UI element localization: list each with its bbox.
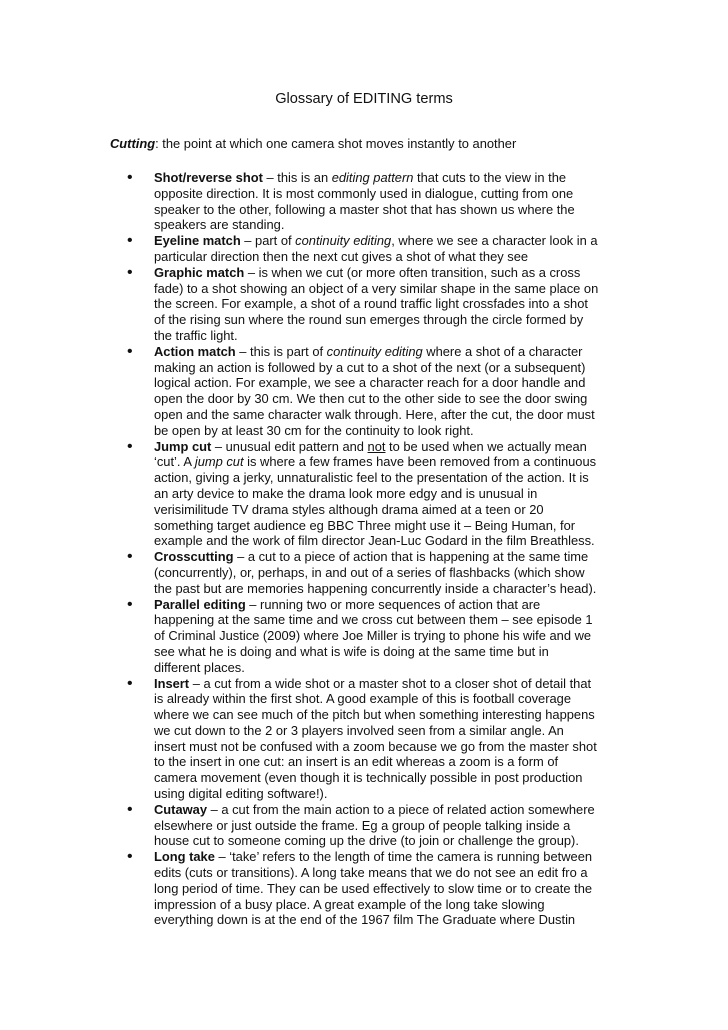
entry-text: see what he is doing and what is wife is doing at the same time but in <box>154 643 549 659</box>
entry-text: of Criminal Justice (2009) where Joe Miller is trying to phone his wife and we <box>154 628 592 644</box>
entry-line <box>154 439 628 455</box>
entry-line <box>154 249 628 265</box>
glossary-term: Shot/reverse shot <box>154 170 263 185</box>
entry-line <box>154 344 628 360</box>
glossary-entry <box>127 437 628 550</box>
entry-text: camera movement (even though it is technically possible in post production <box>154 770 583 786</box>
entry-text: , where we see a character look in a <box>391 233 598 249</box>
entry-text: jump cut <box>194 454 244 470</box>
entry-line <box>154 754 628 770</box>
entry-text: the traffic light. <box>154 327 238 343</box>
entry-line <box>154 565 628 581</box>
entry-text: logical action. For example, we see a character reach for a door handle and <box>154 375 586 391</box>
entry-text: action, giving a jerky, unnaturalistic feel to the presentation of the action. It is <box>154 470 589 486</box>
entry-text: – a cut from the main action to a piece of related action somewhere <box>207 801 595 817</box>
entry-line <box>154 518 628 534</box>
entry-text: where a shot of a character <box>422 343 583 359</box>
entry-text: using digital editing software!). <box>154 786 328 802</box>
entry-line <box>154 391 628 407</box>
entry-line <box>154 786 628 802</box>
entry-line <box>154 912 628 928</box>
glossary-term: Insert <box>154 675 190 691</box>
glossary-term: Parallel editing <box>154 596 246 612</box>
glossary-entry <box>127 342 628 439</box>
intro-term: Cutting <box>110 136 156 151</box>
entry-line <box>154 407 628 423</box>
glossary-term: Eyeline match <box>154 233 241 249</box>
entry-line <box>154 612 628 628</box>
entry-line <box>154 328 628 344</box>
entry-line <box>154 281 628 297</box>
entry-text: particular direction then the next cut gives a shot of what they see <box>154 248 529 264</box>
entry-text: something target audience eg BBC Three might use it – Being Human, for <box>154 517 576 533</box>
glossary-term: Crosscutting <box>154 549 234 565</box>
intro-definition-text: : the point at which one camera shot moves instantly to another <box>155 136 517 151</box>
entry-text: making an action is followed by a cut to a shot of the next (or a subsequent) <box>154 359 586 375</box>
entry-text: example and the work of film director Jean-Luc Godard in the film Breathless. <box>154 533 595 549</box>
entry-text: ‘cut’. A <box>154 454 195 470</box>
entry-text: long period of time. They can be used effectively to slow time or to create the <box>154 880 593 896</box>
entry-text: edits (cuts or transitions). A long take means that we do not see an edit fro a <box>154 865 588 881</box>
entry-line <box>154 770 628 786</box>
glossary-term: Cutaway <box>154 801 208 817</box>
glossary-entry <box>127 848 628 928</box>
entry-text: – unusual edit pattern and <box>211 438 368 454</box>
entry-text: – a cut from a wide shot or a master shot to a closer shot of detail that <box>189 675 592 691</box>
bullet-icon: • <box>127 848 133 866</box>
entry-line <box>154 628 628 644</box>
entry-text: editing pattern <box>331 170 414 185</box>
entry-text: open and the same character walk through. Here, after the cut, the door must <box>154 406 595 422</box>
entry-text: different places. <box>154 659 245 675</box>
entry-line <box>154 296 628 312</box>
entry-line <box>154 660 628 676</box>
entry-text: is already within the first shot. A good example of this is football coverage <box>154 691 572 707</box>
entry-text: – this is part of <box>235 343 327 359</box>
entry-text: – is when we cut (or more often transition, such as a cross <box>244 264 581 280</box>
entry-text: verisimilitude TV drama styles although drama aimed at a teen or 20 <box>154 501 544 517</box>
entry-text: to be used when we actually mean <box>385 438 587 454</box>
entry-line <box>154 676 628 692</box>
entry-text: of the rising sun where the round sun emerges through the circle formed by <box>154 312 584 328</box>
entry-text: impression of a busy place. A great example of the long take slowing <box>154 896 545 912</box>
entry-text: open the door by 30 cm. We then cut to the other side to see the door swing <box>154 391 588 407</box>
entry-text: the screen. For example, a shot of a round traffic light crossfades into a shot <box>154 296 588 312</box>
entry-line <box>154 265 628 281</box>
entry-line <box>154 881 628 897</box>
bullet-icon: • <box>127 800 133 818</box>
entry-text: fade) to a shot showing an object of a very similar shape in the same place on <box>154 280 599 296</box>
entry-line <box>154 533 628 549</box>
entry-line <box>154 597 628 613</box>
entry-text: happening at the same time and we cross cut between them – see episode 1 <box>154 612 593 628</box>
glossary-list <box>127 169 628 928</box>
entry-line <box>154 549 628 565</box>
entry-line <box>154 644 628 660</box>
entry-text: is where a few frames have been removed from a continuous <box>243 454 597 470</box>
glossary-entry <box>127 263 628 344</box>
entry-text: everything down is at the end of the 1967 film The Graduate where Dustin <box>154 912 576 928</box>
entry-line <box>154 217 628 233</box>
entry-line <box>154 707 628 723</box>
entry-line <box>154 723 628 739</box>
entry-line <box>154 897 628 913</box>
entry-text: elsewhere or just outside the frame. Eg a group of people talking inside a <box>154 817 571 833</box>
glossary-entry <box>127 674 628 802</box>
bullet-icon: • <box>127 232 133 250</box>
glossary-term: Action match <box>154 343 236 359</box>
entry-text: the past but are memories happening concurrently inside a character’s head). <box>154 580 597 596</box>
entry-text: continuity editing <box>295 233 392 249</box>
bullet-icon: • <box>127 437 133 455</box>
entry-text: speakers are standing. <box>154 217 285 233</box>
entry-line <box>154 360 628 376</box>
glossary-entry <box>127 232 628 265</box>
entry-line <box>154 202 628 218</box>
entry-line <box>154 691 628 707</box>
entry-line <box>154 502 628 518</box>
document-title: Glossary of EDITING terms <box>275 91 453 107</box>
entry-line <box>154 312 628 328</box>
entry-line <box>154 581 628 597</box>
entry-line <box>154 865 628 881</box>
entry-text: speaker to the other, following a master shot that has shown us where the <box>154 201 575 217</box>
bullet-icon: • <box>127 169 133 186</box>
bullet-icon: • <box>127 548 133 566</box>
entry-line <box>154 423 628 439</box>
entry-line <box>154 454 628 470</box>
entry-text: opposite direction. It is most commonly used in dialogue, cutting from one <box>154 185 574 201</box>
glossary-term: Graphic match <box>154 264 245 280</box>
entry-text: continuity editing <box>326 343 423 359</box>
intro-definition <box>110 136 670 152</box>
bullet-icon: • <box>127 263 133 281</box>
entry-text: – this is an <box>262 170 332 185</box>
entry-text: – ‘take’ refers to the length of time the camera is running between <box>214 849 593 865</box>
entry-line <box>154 375 628 391</box>
entry-line <box>154 170 628 186</box>
entry-line <box>154 470 628 486</box>
entry-line <box>154 833 628 849</box>
entry-text: not <box>367 438 386 454</box>
glossary-entry <box>127 595 628 676</box>
bullet-icon: • <box>127 674 133 692</box>
glossary-entry <box>127 800 628 849</box>
glossary-term: Long take <box>154 849 215 865</box>
bullet-icon: • <box>127 342 133 360</box>
entry-text: an arty device to make the drama look more edgy and is unusual in <box>154 485 538 501</box>
entry-line <box>154 186 628 202</box>
entry-line <box>154 849 628 865</box>
entry-text: we cut down to the 2 or 3 players involved seen from a similar angle. An <box>154 722 564 738</box>
glossary-entry <box>127 169 628 233</box>
entry-text: – part of <box>240 233 296 249</box>
entry-text: be open by at least 30 cm for the continuity to look right. <box>154 422 474 438</box>
entry-line <box>154 486 628 502</box>
entry-text: insert must not be confused with a zoom because we go from the master shot <box>154 738 597 754</box>
entry-text: that cuts to the view in the <box>413 170 567 185</box>
entry-text: where we can see much of the pitch but when something interesting happens <box>154 707 595 723</box>
entry-text: – a cut to a piece of action that is happening at the same time <box>233 549 589 565</box>
entry-text: house cut to someone coming up the drive (to join or challenge the group). <box>154 833 579 849</box>
glossary-term: Jump cut <box>154 438 212 454</box>
entry-line <box>154 739 628 755</box>
entry-line <box>154 233 628 249</box>
entry-text: (concurrently), or, perhaps, in and out of a series of flashbacks (which show <box>154 564 585 580</box>
entry-text: – running two or more sequences of action that are <box>245 596 541 612</box>
bullet-icon: • <box>127 595 133 613</box>
entry-line <box>154 818 628 834</box>
glossary-entry <box>127 548 628 596</box>
entry-line <box>154 802 628 818</box>
entry-text: to the insert in one cut: an insert is an edit whereas a zoom is a form of <box>154 754 559 770</box>
